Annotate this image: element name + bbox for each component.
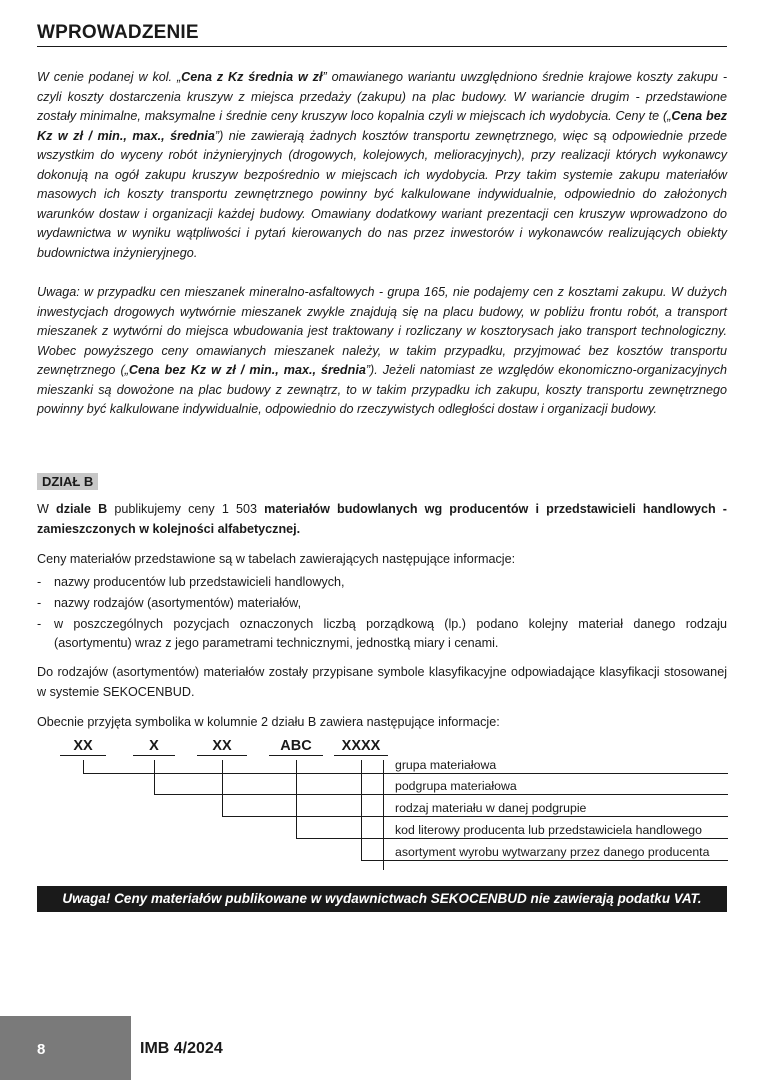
section-paragraph-2: Ceny materiałów przedstawione są w tabelach zawierających następujące informacje: — [37, 552, 516, 566]
code-segment: XX — [60, 738, 106, 756]
label-column-divider — [383, 760, 384, 870]
code-segment: XX — [197, 738, 247, 756]
footer-page-block — [0, 1016, 131, 1080]
vat-notice-banner: Uwaga! Ceny materiałów publikowane w wydawnictwach SEKOCENBUD nie zawierają podatku VAT. — [37, 886, 727, 912]
connector-line — [154, 760, 155, 794]
connector-line — [222, 816, 728, 817]
connector-line — [296, 760, 297, 838]
connector-line — [361, 760, 362, 860]
page-number: 8 — [37, 1041, 46, 1058]
code-label: grupa materiałowa — [395, 758, 497, 772]
page-title: WPROWADZENIE — [37, 22, 727, 47]
code-diagram — [60, 738, 730, 878]
code-label: kod literowy producenta lub przedstawiciela handlowego — [395, 823, 702, 837]
section-paragraph-3: Do rodzajów (asortymentów) materiałów zostały przypisane symbole klasyfikacyjne odpowiadające klasyfikacji stosowanej w systemie SEKOCENBUD. — [37, 665, 727, 699]
connector-line — [222, 760, 223, 816]
code-segment: X — [133, 738, 175, 756]
intro-paragraph-1: W cenie podanej w kol. „Cena z Kz średnia w zł” omawianego wariantu uwzględniono średnie krajowe koszty zakupu - czyli koszty dostarczenia kruszyw z miejsca przedaży (zakupu) na plac budowy. W wariancie drugim - przedstawione zostały minimalne, maksymalne i średnie ceny kruszyw loco kopalnia czyli w miejscach ich wydobycia. Ceny te („Cena bez Kz w zł / min., max., średnia”) nie zawierają żadnych kosztów transportu zewnętrznego, więc są odpowiednie przede wszystkim do wyceny robót inżynieryjnych (drogowych, kolejowych, melioracyjnych), przy realizacji których wykonawcy dokonują na ogół zakupu kruszyw bezpośrednio w miejscach ich wydobycia. Przy takim systemie zakupu materiałów masowych ich koszty transportu zewnętrznego powinny być kalkulowane indywidualnie, odpowiednio do założonych warunków dostaw i organizacji każdej budowy. Omawiany dodatkowy wariant prezentacji cen kruszyw wprowadzono do wydawnictwa w wyniku wątpliwości i pytań kierowanych do nas przez inwestorów i wykonawców realizujących obiekty budownictwa inżynieryjnego. — [37, 70, 728, 260]
code-segment: XXXX — [334, 738, 388, 756]
journal-issue: IMB 4/2024 — [140, 1040, 223, 1057]
code-label: podgrupa materiałowa — [395, 779, 517, 793]
intro-paragraph-2: Uwaga: w przypadku cen mieszanek mineralno-asfaltowych - grupa 165, nie podajemy cen z kosztami zakupu. W dużych inwestycjach drogowych wytwórnie mieszanek zwykle znajdują się na placu budowy, w pobliżu frontu robót, a transport mieszanek z wytwórni do miejsca wbudowania jest traktowany i rozliczany w kosztorysach jako transport technologiczny. Wobec powyższego ceny omawianych mieszanek należy, w takim przypadku, przyjmować bez kosztów transportu zewnętrznego („Cena bez Kz w zł / min., max., średnia”). Jeżeli natomiast ze względów ekonomiczno-organizacyjnych mieszanki są dowożone na plac budowy z zewnątrz, to w takim przypadku ich zakupu, koszty transportu zewnętrznego powinny być kalkulowane indywidualnie, odpowiednio do rzeczywistych odległości dostaw i organizacji budowy. — [37, 285, 728, 416]
connector-line — [83, 773, 728, 774]
connector-line — [361, 860, 728, 861]
code-label: asortyment wyrobu wytwarzany przez danego producenta — [395, 845, 710, 859]
list-item: - w poszczególnych pozycjach oznaczonych liczbą porządkową (lp.) podano kolejny materiał danego rodzaju (asortymentu) wraz z jego parametrami technicznymi, jednostką miary i cenami. — [37, 617, 727, 650]
code-label: rodzaj materiału w danej podgrupie — [395, 801, 587, 815]
section-badge: DZIAŁ B — [37, 473, 98, 490]
list-item: - nazwy producentów lub przedstawicieli handlowych, — [37, 575, 345, 589]
code-segment: ABC — [269, 738, 323, 756]
connector-line — [83, 760, 84, 773]
section-paragraph-4: Obecnie przyjęta symbolika w kolumnie 2 działu B zawiera następujące informacje: — [37, 715, 500, 729]
connector-line — [296, 838, 728, 839]
section-paragraph-1: W dziale B publikujemy ceny 1 503 materiałów budowlanych wg producentów i przedstawicieli handlowych - zamieszczonych w kolejności alfabetycznej. — [37, 502, 727, 536]
connector-line — [154, 794, 728, 795]
list-item: - nazwy rodzajów (asortymentów) materiałów, — [37, 596, 302, 610]
